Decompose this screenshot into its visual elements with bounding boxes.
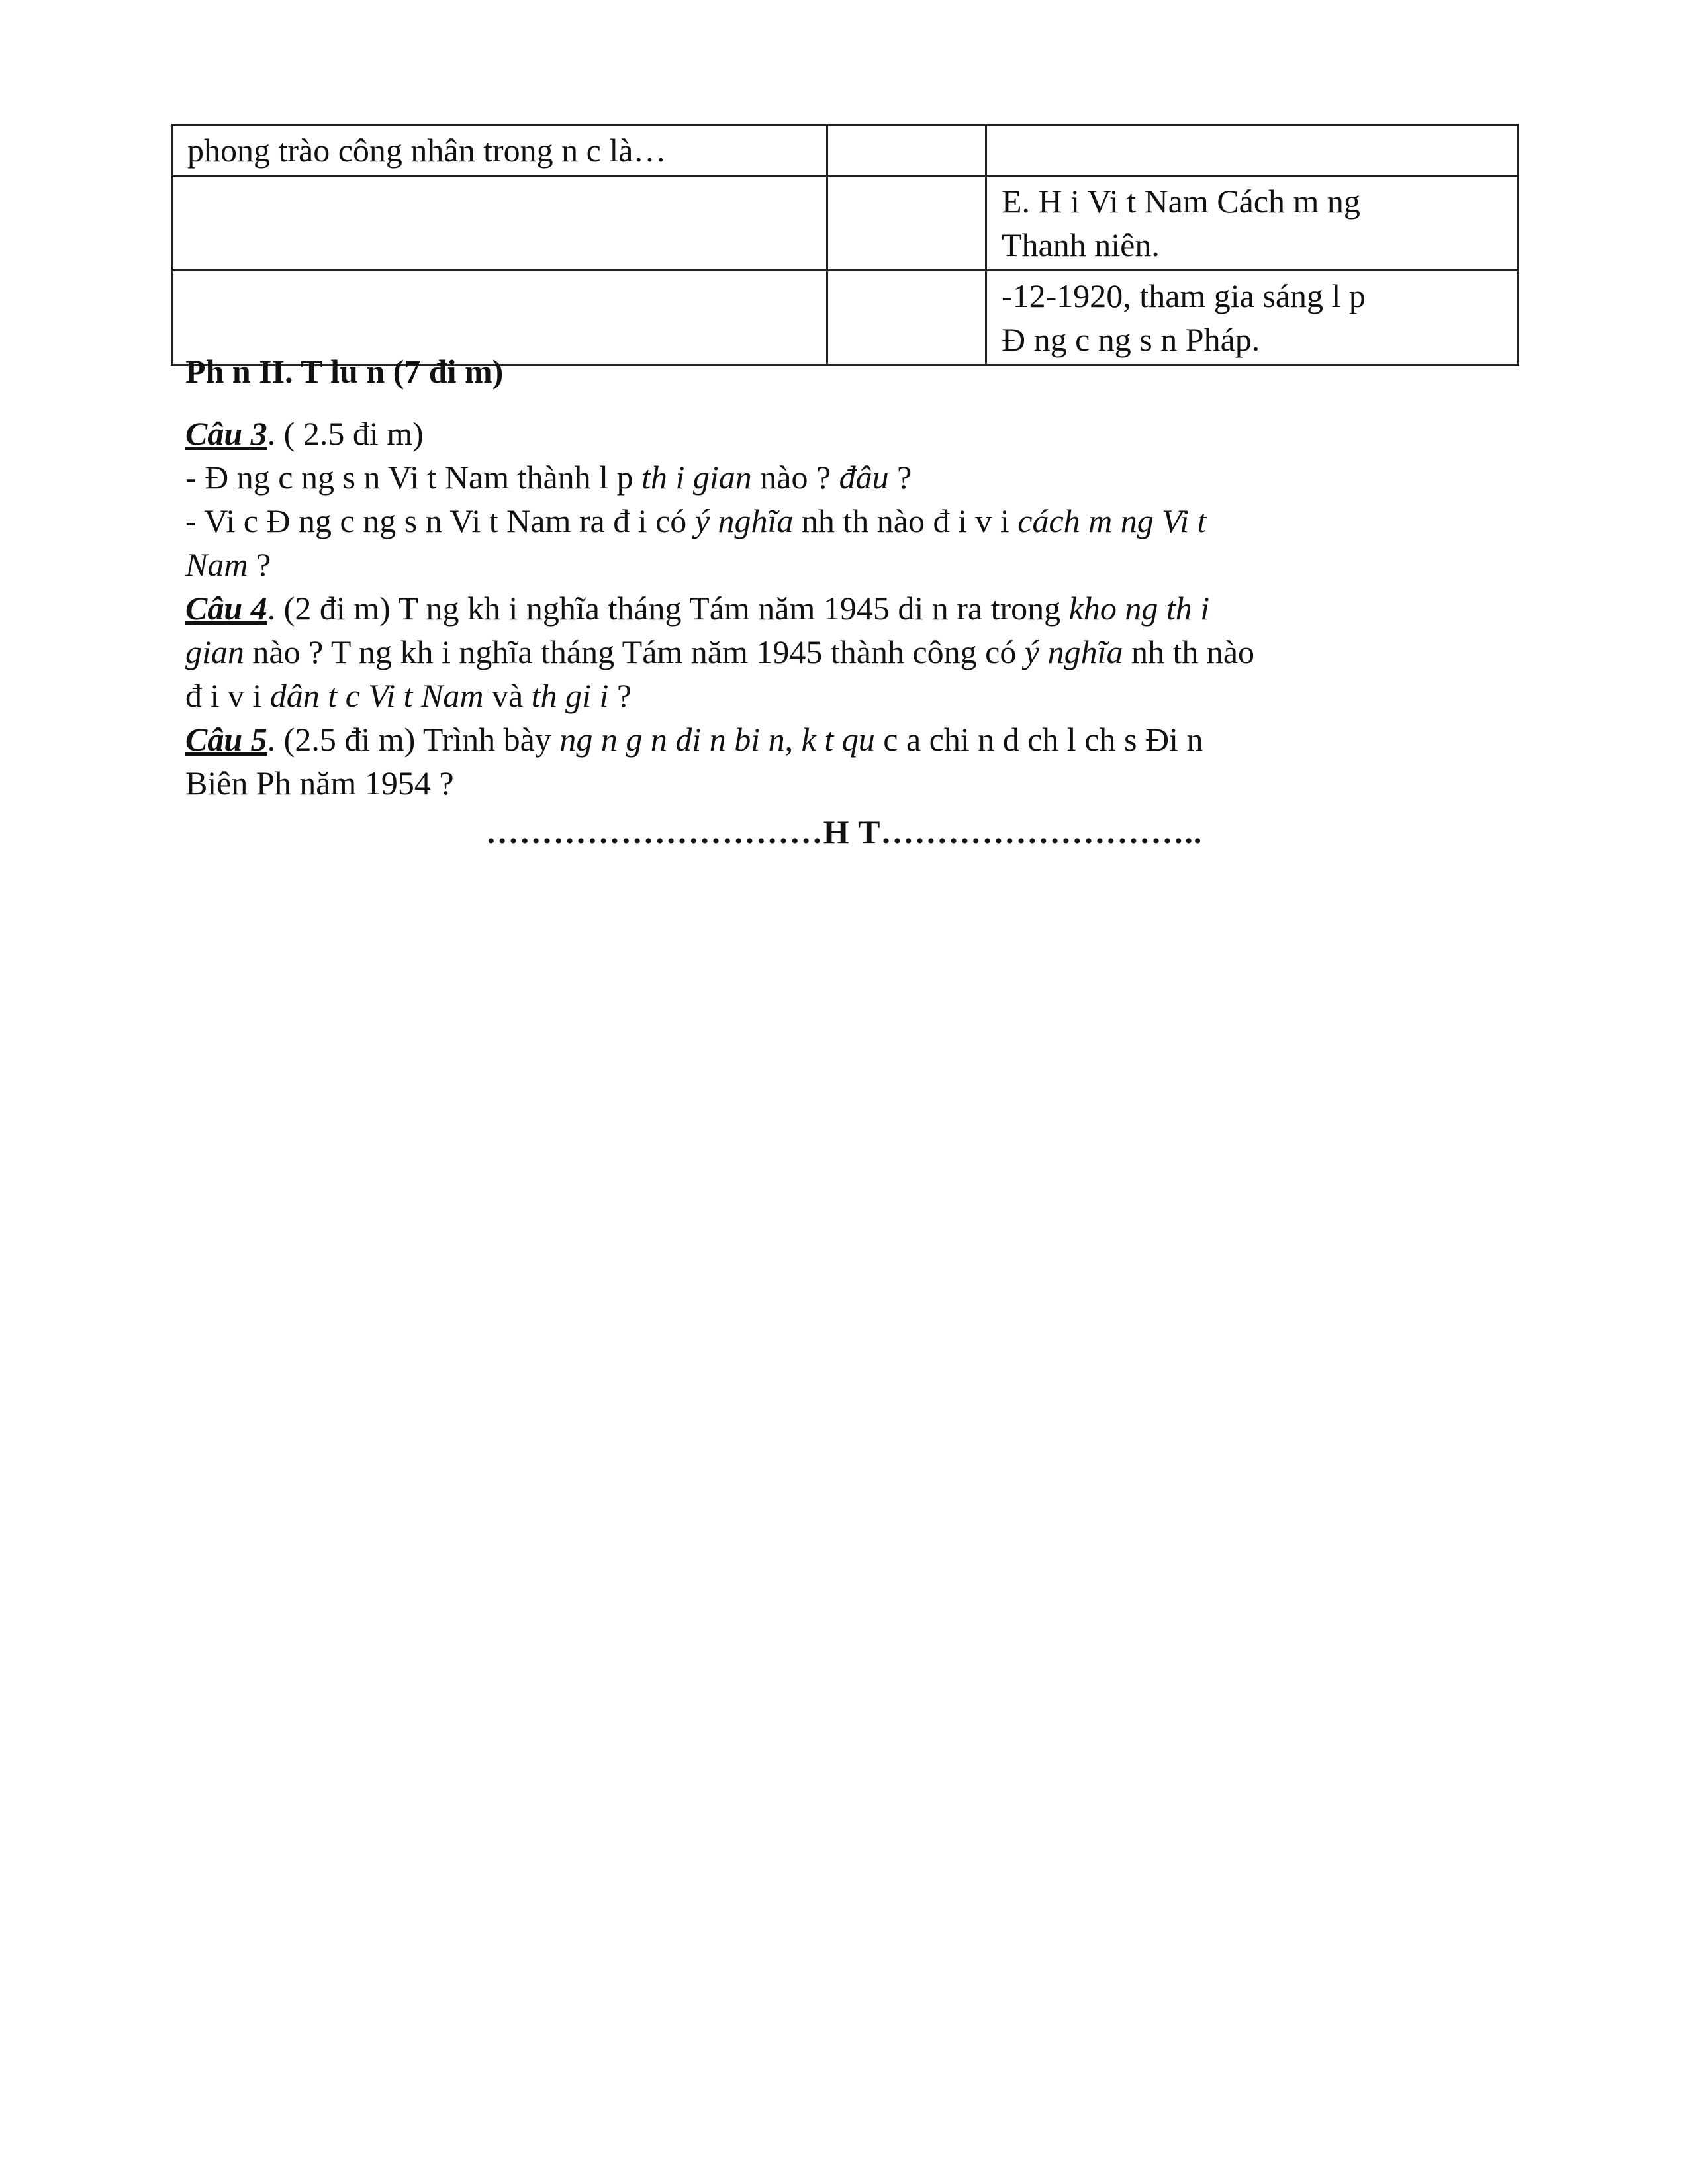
table-cell-event	[172, 176, 827, 271]
text-run: nào ? T ng kh i nghĩa tháng Tám năm 1945 thành công có	[244, 633, 1025, 670]
end-marker: …………………………H T………………………..	[485, 813, 1203, 850]
text-run-italic: gian	[185, 633, 244, 670]
question-3-label: Câu 3	[185, 415, 267, 452]
text-run: ,	[784, 721, 802, 758]
text-run: - Vi c Đ ng c ng s n Vi t Nam ra đ i có	[185, 502, 695, 539]
text-run-italic: ý nghĩa	[694, 502, 794, 539]
question-3-points: . ( 2.5 đi m)	[267, 415, 424, 452]
text-run-italic: đâu	[839, 459, 889, 496]
text-run-italic: k t qu	[801, 721, 875, 758]
text-run-italic: kho ng th i	[1068, 590, 1210, 627]
text-run-italic: ng n g n di n bi n	[559, 721, 785, 758]
question-4-line-2	[185, 630, 1503, 674]
table-cell-option	[986, 125, 1519, 176]
text-run: đ i v i	[185, 677, 270, 714]
text-run-italic: cách m ng Vi t	[1017, 502, 1207, 539]
text-run: ?	[248, 546, 271, 583]
text-run-italic: ý nghĩa	[1024, 633, 1123, 670]
text-run: và	[483, 677, 532, 714]
question-5-line-2: Biên Ph năm 1954 ?	[185, 764, 454, 801]
question-3-title	[185, 412, 1503, 455]
text-run-italic: th gi i	[531, 677, 609, 714]
table-cell-answer	[827, 176, 986, 271]
text-run: ?	[608, 677, 632, 714]
text-run: . (2.5 đi m) Trình bày	[267, 721, 560, 758]
text-run-italic: th i gian	[641, 459, 752, 496]
question-3-line-2	[185, 499, 1503, 543]
text-run: nh th nào đ i v i	[793, 502, 1018, 539]
option-e-line-1: E. H i Vi t Nam Cách m ng	[1002, 183, 1360, 220]
option-date-line-1: -12-1920, tham gia sáng l p	[1002, 277, 1366, 314]
table-row	[172, 125, 1519, 176]
text-run: ?	[888, 459, 912, 496]
matching-table	[171, 124, 1519, 366]
text-run: - Đ ng c ng s n Vi t Nam thành l p	[185, 459, 642, 496]
text-run: nh th nào	[1123, 633, 1255, 670]
question-4-line-1	[185, 586, 1503, 630]
question-3-line-1	[185, 455, 1503, 499]
table-cell-answer	[827, 125, 986, 176]
table-cell-option	[986, 176, 1519, 271]
essay-section	[185, 349, 1503, 887]
text-run: . (2 đi m) T ng kh i nghĩa tháng Tám năm 1945 di n ra trong	[267, 590, 1069, 627]
question-4-label: Câu 4	[185, 590, 267, 627]
question-5-line-1	[185, 717, 1503, 761]
question-4-line-3	[185, 674, 1503, 717]
text-run-italic: Nam	[185, 546, 248, 583]
table-cell-event: phong trào công nhân trong n c là…	[172, 125, 827, 176]
option-e-line-2: Thanh niên.	[1002, 226, 1160, 263]
part-2-heading: Ph n II. T lu n (7 đi m)	[185, 353, 504, 390]
table-row	[172, 176, 1519, 271]
question-5-label: Câu 5	[185, 721, 267, 758]
text-run: nào ?	[751, 459, 839, 496]
text-run-italic: dân t c Vi t Nam	[269, 677, 484, 714]
option-date-line-2: Đ ng c ng s n Pháp.	[1002, 321, 1260, 358]
text-run: c a chi n d ch l ch s Đi n	[874, 721, 1203, 758]
question-3-line-3	[185, 543, 1503, 586]
